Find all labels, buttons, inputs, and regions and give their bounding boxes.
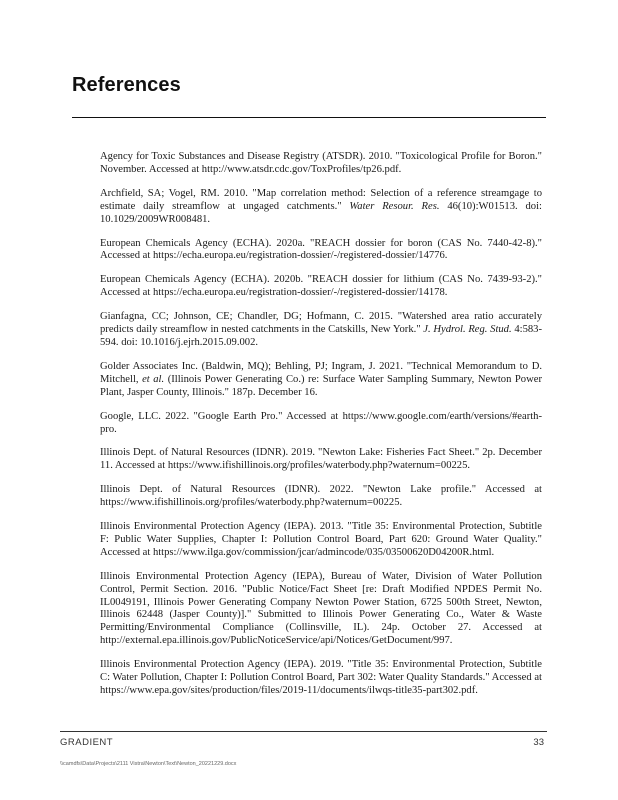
reference-text: European Chemicals Agency (ECHA). 2020b. "REACH dossier for lithium (CAS No. 7439-93-2)." Accessed at https://echa.europa.eu/registration-dossier/-/registered-dossier/14178.: [100, 274, 542, 299]
reference-text: Illinois Environmental Protection Agency (IEPA), Bureau of Water, Division of Water Pollution Control, Permit Section. 2016. "Public Notice/Fact Sheet [re: Draft Modified NPDES Permit No. IL0049191, Illinois Power Generating Company Newton Power Station, 6725 500th Street, Newton, Illinois 62448 (Jasper County)]." Submitted to Illinois Power Generating Co., Water & Waste Permitting/Environmental Compliance (Collinsville, IL). 24p. October 27. Accessed at http://external.epa.illinois.gov/PublicNoticeService/api/Notices/GetDocument/997.: [100, 570, 542, 647]
reference-journal: Water Resour. Res.: [349, 200, 440, 212]
reference-entry: [100, 188, 542, 227]
reference-entry: [100, 571, 542, 648]
reference-text: (Illinois Power Generating Co.) re: Surface Water Sampling Summary, Newton Power Plant, Jasper County, Illinois." 187p. December 16.: [100, 373, 542, 398]
reference-entry: [100, 411, 542, 437]
reference-entry: [100, 447, 542, 473]
file-path: \\camdfs\Data\Projects\2111 Vistra\Newton\Text\Newton_20221229.docx: [60, 761, 237, 767]
title-divider: [72, 117, 546, 118]
reference-entry: [100, 659, 542, 698]
reference-text: Archfield, SA; Vogel, RM. 2010. "Map correlation method: Selection of a reference streamgage to estimate daily streamflow at ungaged catchments.": [100, 187, 542, 212]
reference-text: European Chemicals Agency (ECHA). 2020a. "REACH dossier for boron (CAS No. 7440-42-8)." Accessed at https://echa.europa.eu/registration-dossier/-/registered-dossier/14776.: [100, 237, 542, 262]
page-title: References: [72, 74, 181, 96]
reference-entry: [100, 151, 542, 177]
reference-entry: [100, 484, 542, 510]
reference-text: Illinois Environmental Protection Agency (IEPA). 2019. "Title 35: Environmental Protection, Subtitle C: Water Pollution, Chapter I: Pollution Control Board, Part 302: Water Quality Standards." Accessed at https://www.epa.gov/sites/production/files/2019-11/documents/ilwqs-title35-part302.pdf.: [100, 659, 542, 696]
reference-text: Gianfagna, CC; Johnson, CE; Chandler, DG; Hofmann, C. 2015. "Watershed area ratio accurately predicts daily streamflow in nested catchments in the Catskills, New York.": [100, 311, 542, 336]
page-number: 33: [533, 737, 544, 748]
reference-entry: [100, 311, 542, 350]
reference-text: Illinois Dept. of Natural Resources (IDNR). 2022. "Newton Lake profile." Accessed at https://www.ifishillinois.org/profiles/waterbody.php?waternum=00225.: [100, 484, 542, 509]
reference-entry: [100, 274, 542, 300]
reference-text: Agency for Toxic Substances and Disease Registry (ATSDR). 2010. "Toxicological Profile for Boron." November. Accessed at http://www.atsdr.cdc.gov/ToxProfiles/tp26.pdf.: [100, 151, 542, 175]
reference-entry: [100, 361, 542, 400]
reference-text: Google, LLC. 2022. "Google Earth Pro." Accessed at https://www.google.com/earth/versions/#earth-pro.: [100, 410, 542, 435]
reference-text: Illinois Environmental Protection Agency (IEPA). 2013. "Title 35: Environmental Protection, Subtitle F: Public Water Supplies, Chapter I: Pollution Control Board, Part 620: Ground Water Quality." Accessed at https://www.ilga.gov/commission/jcar/admincode/035/03500620D04200R.html.: [100, 521, 542, 558]
reference-text: 4:583-594. doi: 10.1016/j.ejrh.2015.09.002.: [100, 324, 543, 348]
reference-entry: [100, 521, 542, 560]
reference-journal: J. Hydrol. Reg. Stud.: [423, 324, 512, 336]
reference-text: 46(10):W01513. doi: 10.1029/2009WR008481.: [100, 200, 542, 225]
reference-text: Illinois Dept. of Natural Resources (IDNR). 2019. "Newton Lake: Fisheries Fact Sheet." 2p. December 11. Accessed at https://www.ifishillinois.org/profiles/waterbody.php?waternum=00225.: [100, 447, 542, 472]
reference-entry: [100, 238, 542, 264]
reference-text: Golder Associates Inc. (Baldwin, MQ); Behling, PJ; Ingram, J. 2021. "Technical Memorandum to D. Mitchell,: [100, 360, 542, 385]
footer-divider: [60, 731, 547, 732]
footer-brand: GRADIENT: [60, 737, 114, 748]
reference-list: [100, 151, 542, 709]
reference-journal: et al.: [142, 373, 165, 385]
